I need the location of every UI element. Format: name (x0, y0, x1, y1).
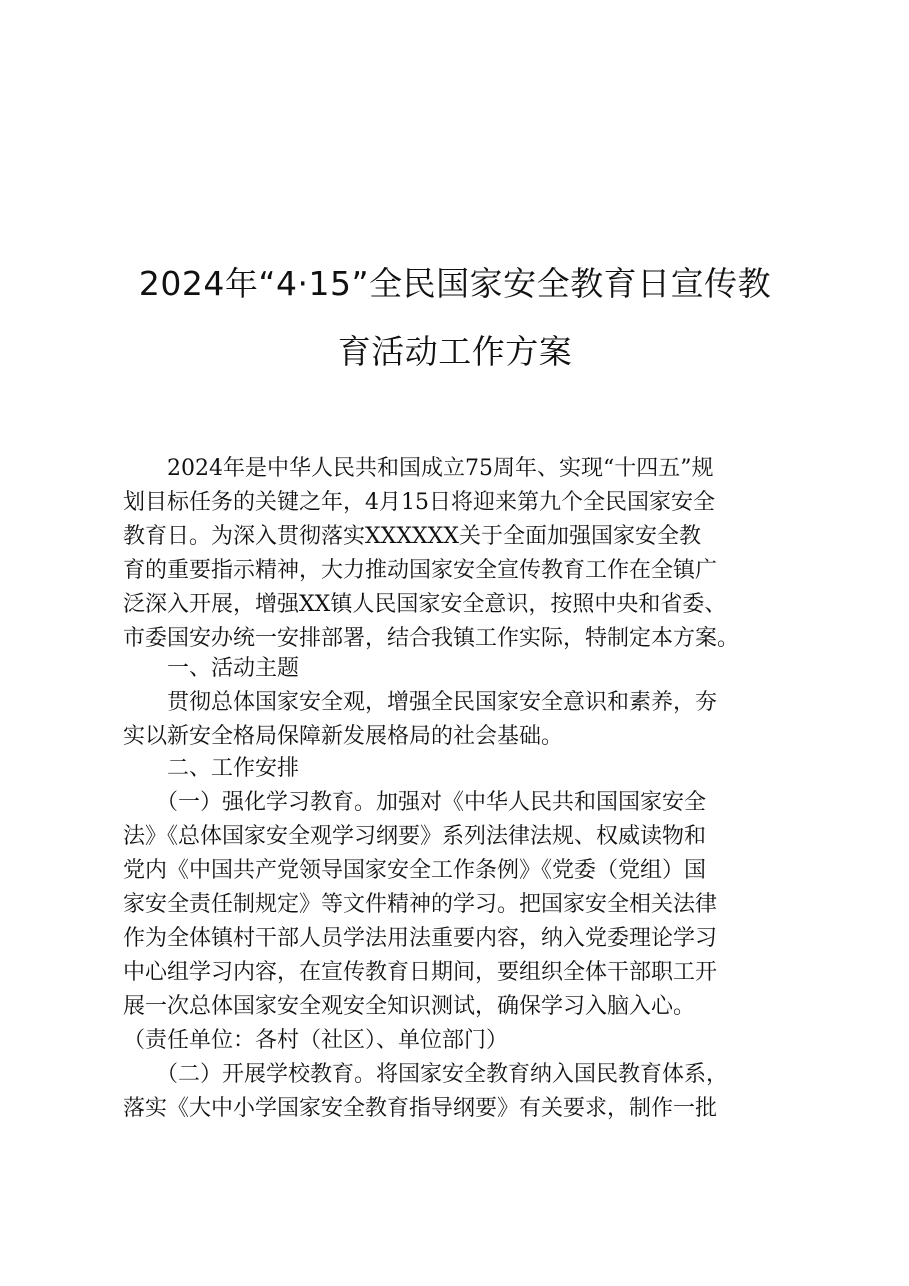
item1-line-5: 作为全体镇村干部人员学法用法重要内容，纳入党委理论学习 (123, 926, 718, 951)
intro-line-6: 市委国安办统一安排部署，结合我镇工作实际，特制定本方案。 (123, 626, 740, 651)
intro-line-1: 2024年是中华人民共和国成立75周年、实现“十四五”规 (123, 456, 714, 481)
document-title-line-1: 2024年“4·15”全民国家安全教育日宣传教 (138, 264, 772, 303)
item1-line-4: 家安全责任制规定》等文件精神的学习。把国家安全相关法律 (123, 892, 718, 917)
intro-line-4: 育的重要指示精神，大力推动国家安全宣传教育工作在全镇广 (123, 558, 718, 583)
section1-line-1: 贯彻总体国家安全观，增强全民国家安全意识和素养，夯 (123, 690, 718, 715)
item1-line-7: 展一次总体国家安全观安全知识测试，确保学习入脑入心。 (123, 994, 696, 1019)
intro-line-2: 划目标任务的关键之年，4月15日将迎来第九个全民国家安全 (123, 490, 715, 515)
item1-line-3: 党内《中国共产党领导国家安全工作条例》《党委（党组）国 (123, 858, 707, 883)
item1-line-6: 中心组学习内容，在宣传教育日期间，要组织全体干部职工开 (123, 960, 718, 985)
intro-line-3: 教育日。为深入贯彻落实XXXXXX关于全面加强国家安全教 (123, 524, 701, 549)
document-title-line-2: 育活动工作方案 (337, 332, 573, 371)
section1-line-2: 实以新安全格局保障新发展格局的社会基础。 (123, 724, 564, 749)
item1-line-1: （一）强化学习教育。加强对《中华人民共和国国家安全 (123, 790, 707, 815)
item2-line-1: （二）开展学校教育。将国家安全教育纳入国民教育体系， (123, 1062, 729, 1087)
section-heading-activity-theme: 一、活动主题 (123, 656, 300, 681)
item1-line-8: （责任单位：各村（社区）、单位部门） (123, 1028, 509, 1053)
intro-line-5: 泛深入开展，增强XX镇人民国家安全意识，按照中央和省委、 (123, 592, 727, 617)
item2-line-2: 落实《大中小学国家安全教育指导纲要》有关要求，制作一批 (123, 1096, 718, 1121)
item1-line-2: 法》《总体国家安全观学习纲要》系列法律法规、权威读物和 (123, 824, 707, 849)
section-heading-work-arrangement: 二、工作安排 (123, 756, 300, 781)
